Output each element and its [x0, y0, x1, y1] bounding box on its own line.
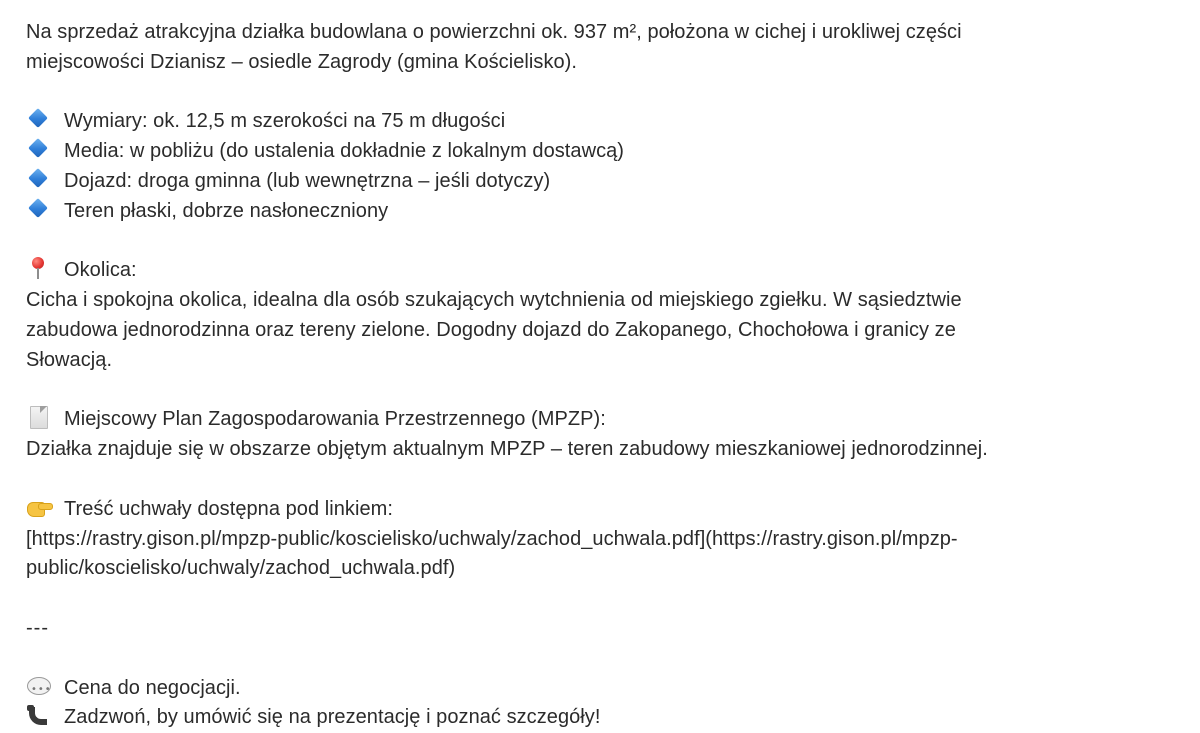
- document-icon: [26, 406, 52, 428]
- feature-item: [26, 107, 1186, 137]
- intro-line-1: Na sprzedaż atrakcyjna działka budowlana o powierzchni ok. 937 m², położona w cichej i urokliwej części: [26, 21, 962, 43]
- area-heading: [26, 256, 1186, 286]
- feature-text: Teren płaski, dobrze nasłoneczniony: [64, 199, 389, 222]
- price-text: Cena do negocjacji.: [64, 676, 241, 699]
- intro-line-2: miejscowości Dzianisz – osiedle Zagrody (gmina Kościelisko).: [26, 50, 577, 73]
- area-line-2: zabudowa jednorodzinna oraz tereny zielone. Dogodny dojazd do Zakopanego, Chochołowa i granicy ze: [26, 318, 956, 341]
- area-heading-text: Okolica:: [64, 259, 137, 282]
- separator: ---: [26, 616, 49, 639]
- pin-icon: [26, 257, 52, 279]
- spacer: [26, 584, 1186, 614]
- call-line: [26, 703, 1186, 733]
- pointing-hand-icon: [26, 496, 52, 518]
- blue-diamond-icon: [26, 198, 52, 220]
- feature-text: Media: w pobliżu (do ustalenia dokładnie z lokalnym dostawcą): [64, 140, 625, 163]
- spacer: [26, 465, 1186, 495]
- blue-diamond-icon: [26, 138, 52, 160]
- price-line: [26, 674, 1186, 704]
- mpzp-heading: [26, 405, 1186, 435]
- listing-document: [26, 18, 1186, 733]
- spacer: [26, 644, 1186, 674]
- blue-diamond-icon: [26, 168, 52, 190]
- telephone-icon: [26, 704, 52, 726]
- spacer: [26, 227, 1186, 257]
- spacer: [26, 78, 1186, 108]
- blue-diamond-icon: [26, 108, 52, 130]
- mpzp-line-1: Działka znajduje się w obszarze objętym aktualnym MPZP – teren zabudowy mieszkaniowej jednorodzinnej.: [26, 438, 988, 461]
- spacer: [26, 376, 1186, 406]
- area-line-3: Słowacją.: [26, 348, 113, 371]
- feature-text: Wymiary: ok. 12,5 m szerokości na 75 m długości: [64, 110, 506, 133]
- feature-text: Dojazd: droga gminna (lub wewnętrzna – jeśli dotyczy): [64, 169, 551, 192]
- area-line-1: Cicha i spokojna okolica, idealna dla osób szukających wytchnienia od miejskiego zgiełku. W sąsiedztwie: [26, 289, 962, 312]
- speech-bubble-icon: [26, 675, 52, 697]
- resolution-link-line-1[interactable]: [https://rastry.gison.pl/mpzp-public/koscielisko/uchwaly/zachod_uchwala.pdf](https://rastry.gison.pl/mpzp-: [26, 527, 958, 550]
- resolution-heading: [26, 495, 1186, 525]
- resolution-heading-text: Treść uchwały dostępna pod linkiem:: [64, 497, 393, 520]
- mpzp-heading-text: Miejscowy Plan Zagospodarowania Przestrzennego (MPZP):: [64, 408, 606, 431]
- feature-item: [26, 167, 1186, 197]
- resolution-link-line-2[interactable]: public/koscielisko/uchwaly/zachod_uchwala.pdf): [26, 557, 456, 580]
- feature-item: [26, 197, 1186, 227]
- call-text: Zadzwoń, by umówić się na prezentację i poznać szczegóły!: [64, 706, 601, 729]
- feature-item: [26, 137, 1186, 167]
